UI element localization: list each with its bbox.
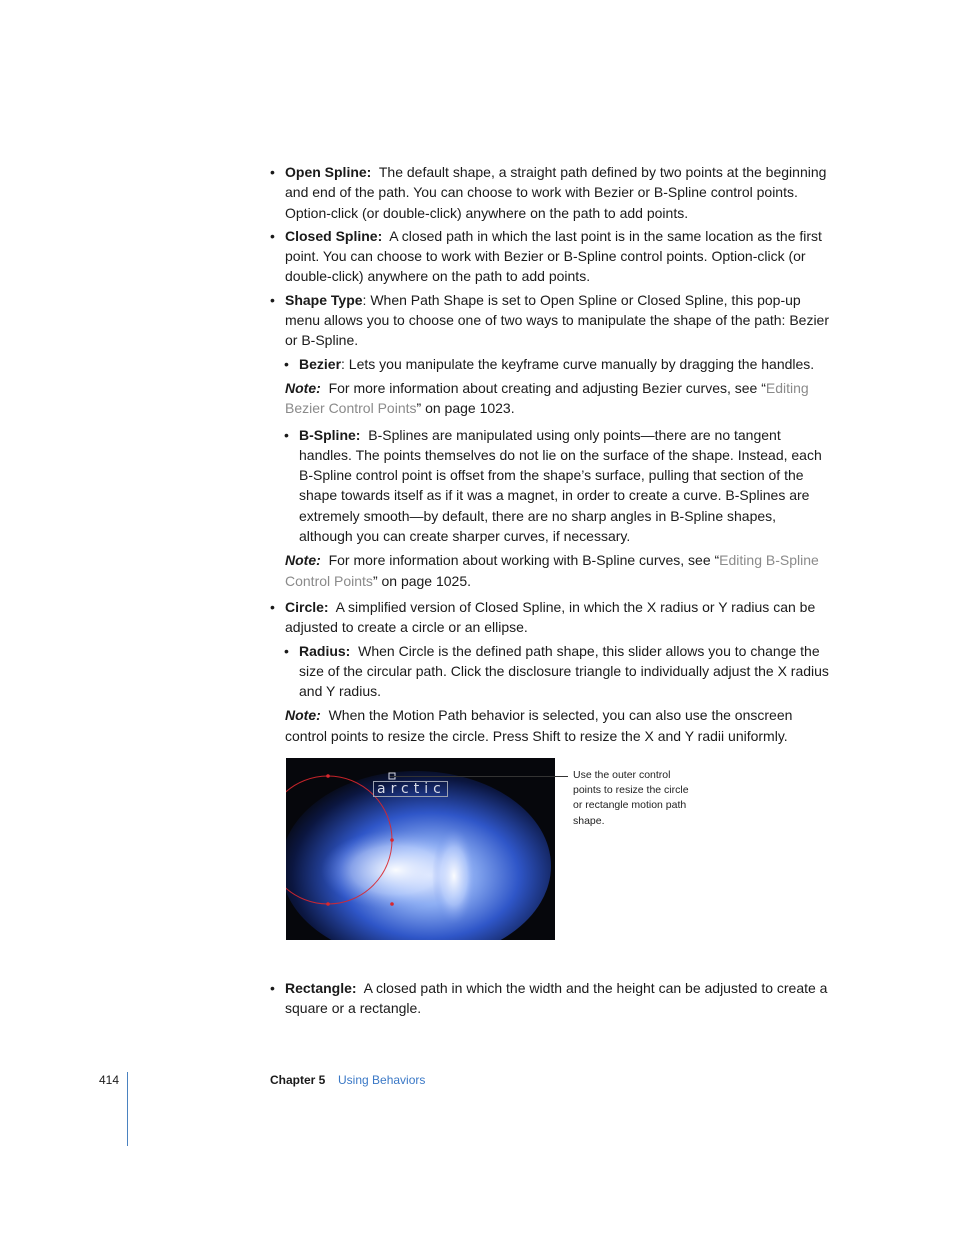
control-point-outer[interactable] [390, 902, 394, 906]
item-bspline [270, 425, 830, 547]
control-point-right[interactable] [390, 838, 394, 842]
bspline-text: B-Splines are manipulated using only points—there are no tangent handles. The points themselves do not lie on the surface of the shape. Instead, each B-Spline control point is offset from the shape’s surface, pulling that section of the shape towards itself as if it was a magnet, in order to create a curve. B-Splines are extremely smooth—by default, there are no sharp angles in B-Spline shapes, although you can create sharper curves, if necessary. [299, 426, 822, 545]
arctic-text-layer[interactable]: arctic [373, 781, 448, 797]
item-closed-spline [270, 226, 830, 287]
main-content [270, 162, 830, 1022]
note-bezier [270, 378, 830, 419]
link-editing-bspline[interactable]: Editing B-Spline Control Points [285, 552, 819, 589]
control-point-top[interactable] [326, 774, 330, 778]
bezier-text: : Lets you manipulate the keyframe curve manually by dragging the handles. [341, 355, 815, 372]
radius-text: When Circle is the defined path shape, this slider allows you to change the size of the circular path. Click the disclosure triangle to individually adjust the X radius and Y radius. [299, 642, 829, 700]
canvas-screenshot [286, 758, 555, 940]
closed-spline-text: A closed path in which the last point is in the same location as the first point. You can choose to work with Bezier or B-Spline control points. Option-click (or double-click) anywhere on the path to add points. [285, 227, 822, 285]
open-spline-term: Open Spline: [285, 164, 372, 180]
circle-term: Circle: [285, 598, 329, 615]
rectangle-term: Rectangle: [285, 980, 357, 997]
page-footer [0, 1072, 954, 1092]
bspline-term: B-Spline: [299, 426, 361, 443]
bezier-term: Bezier [299, 355, 342, 372]
note-pre: For more information about creating and adjusting Bezier curves, see “ [328, 379, 766, 396]
item-shape-type [270, 290, 830, 351]
note-label: Note: [285, 707, 321, 724]
item-bezier [270, 354, 830, 374]
circle-text: A simplified version of Closed Spline, in which the X radius or Y radius can be adjusted to create a circle or an ellipse. [285, 598, 816, 636]
note-post: ” on page 1025. [372, 572, 472, 589]
note-pre: For more information about working with B-Spline curves, see “ [328, 552, 720, 569]
chapter-label: Chapter 5 [270, 1073, 326, 1087]
shape-type-term: Shape Type [285, 291, 363, 308]
link-editing-bezier[interactable]: Editing Bezier Control Points [285, 379, 809, 417]
radius-term: Radius: [299, 642, 351, 659]
callout-leader-line [390, 776, 568, 777]
open-spline-text: The default shape, a straight path defined by two points at the beginning and end of the path. You can choose to work with Bezier or B-Spline control points. Option-click (or double-click) anywhere on the path to add points. [285, 164, 827, 221]
note-label: Note: [285, 379, 321, 396]
note-text: When the Motion Path behavior is selected, you can also use the onscreen control points to resize the circle. Press Shift to resize the X and Y radii uniformly. [285, 707, 793, 744]
page-number: 414 [99, 1073, 120, 1087]
figure-circle-path [270, 758, 830, 964]
note-post: ” on page 1023. [416, 400, 515, 417]
note-label: Note: [285, 552, 321, 569]
note-circle [270, 705, 830, 746]
chapter-title-link[interactable]: Using Behaviors [338, 1073, 426, 1087]
closed-spline-term: Closed Spline: [285, 227, 383, 244]
shape-type-text: : When Path Shape is set to Open Spline or Closed Spline, this pop-up menu allows you to choose one of two ways to manipulate the shape of the path: Bezier or B-Spline. [285, 291, 829, 349]
note-bspline [270, 550, 830, 591]
rectangle-text: A closed path in which the width and the height can be adjusted to create a square or a rectangle. [285, 980, 828, 1017]
figure-callout: Use the outer control points to resize the circle or rectangle motion path shape. [573, 769, 689, 827]
item-circle [270, 597, 830, 638]
item-rectangle [270, 978, 830, 1019]
item-open-spline [270, 162, 830, 223]
control-point-bottom[interactable] [326, 902, 330, 906]
item-radius [270, 641, 830, 702]
